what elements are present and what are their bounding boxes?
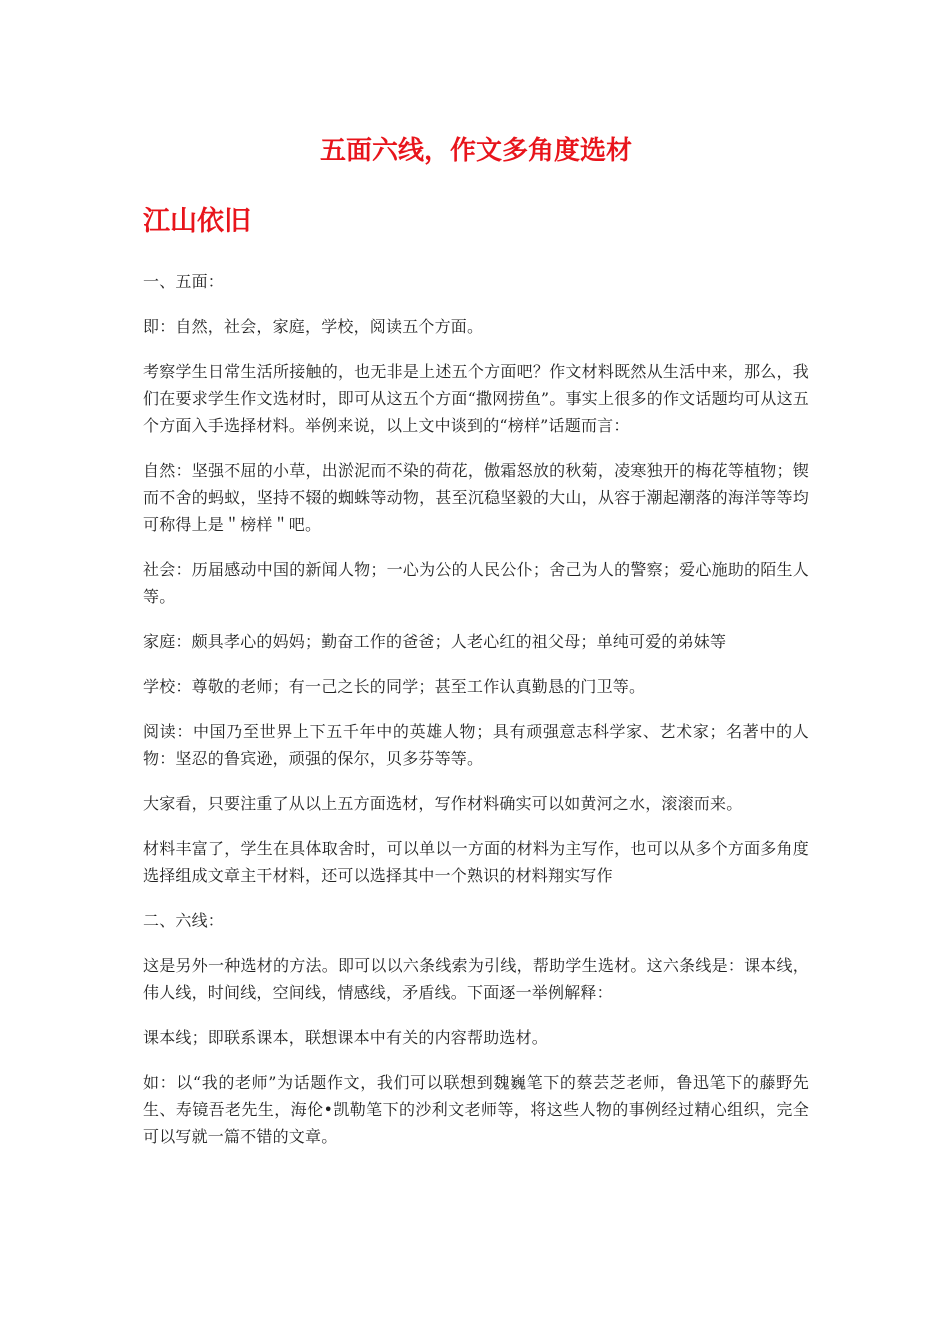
paragraph-explanation: 考察学生日常生活所接触的，也无非是上述五个方面吧？作文材料既然从生活中来，那么，我们在要求学生作文选材时，即可从这五个方面“撒网捞鱼”。事实上很多的作文话题均可从这五个方面入手选择材料。举例来说，以上文中谈到的“榜样”话题而言： bbox=[143, 362, 809, 435]
paragraph-material-selection: 材料丰富了，学生在具体取舍时，可以单以一方面的材料为主写作，也可以从多个方面多角度选择组成文章主干材料，还可以选择其中一个熟识的材料翔实写作 bbox=[143, 839, 809, 885]
paragraph-section-two-heading: 二、六线： bbox=[143, 911, 225, 930]
paragraph-society: 社会：历届感动中国的新闻人物；一心为公的人民公仆；舍己为人的警察；爱心施助的陌生人等。 bbox=[143, 560, 809, 606]
paragraph-example: 如：以“我的老师”为话题作文，我们可以联想到魏巍笔下的蔡芸芝老师，鲁迅笔下的藤野先生、寿镜吾老先生，海伦•凯勒笔下的沙利文老师等，将这些人物的事例经过精心组织，完全可以写就一篇不错的文章。 bbox=[143, 1073, 809, 1146]
author-name: 江山依旧 bbox=[143, 206, 251, 237]
document-body bbox=[143, 268, 809, 1168]
paragraph-six-lines: 这是另外一种选材的方法。即可以以六条线索为引线，帮助学生选材。这六条线是：课本线，伟人线，时间线，空间线，情感线，矛盾线。下面逐一举例解释： bbox=[143, 956, 809, 1002]
paragraph-family: 家庭：颇具孝心的妈妈；勤奋工作的爸爸；人老心红的祖父母；单纯可爱的弟妹等 bbox=[143, 632, 727, 651]
paragraph-section-one-heading: 一、五面： bbox=[143, 272, 225, 291]
paragraph-summary: 大家看，只要注重了从以上五方面选材，写作材料确实可以如黄河之水，滚滚而来。 bbox=[143, 794, 743, 813]
paragraph-five-aspects: 即：自然，社会，家庭，学校，阅读五个方面。 bbox=[143, 317, 484, 336]
paragraph-nature: 自然：坚强不屈的小草，出淤泥而不染的荷花，傲霜怒放的秋菊，凌寒独开的梅花等植物；锲而不舍的蚂蚁，坚持不辍的蜘蛛等动物，甚至沉稳坚毅的大山，从容于潮起潮落的海洋等等均可称得上是＂榜样＂吧。 bbox=[143, 461, 809, 534]
document-title: 五面六线，作文多角度选材 bbox=[319, 136, 632, 166]
paragraph-textbook-line: 课本线；即联系课本，联想课本中有关的内容帮助选材。 bbox=[143, 1028, 549, 1047]
paragraph-reading: 阅读：中国乃至世界上下五千年中的英雄人物；具有顽强意志科学家、艺术家；名著中的人物：坚忍的鲁宾逊，顽强的保尔，贝多芬等等。 bbox=[143, 722, 809, 768]
paragraph-school: 学校：尊敬的老师；有一己之长的同学；甚至工作认真勤恳的门卫等。 bbox=[143, 677, 646, 696]
